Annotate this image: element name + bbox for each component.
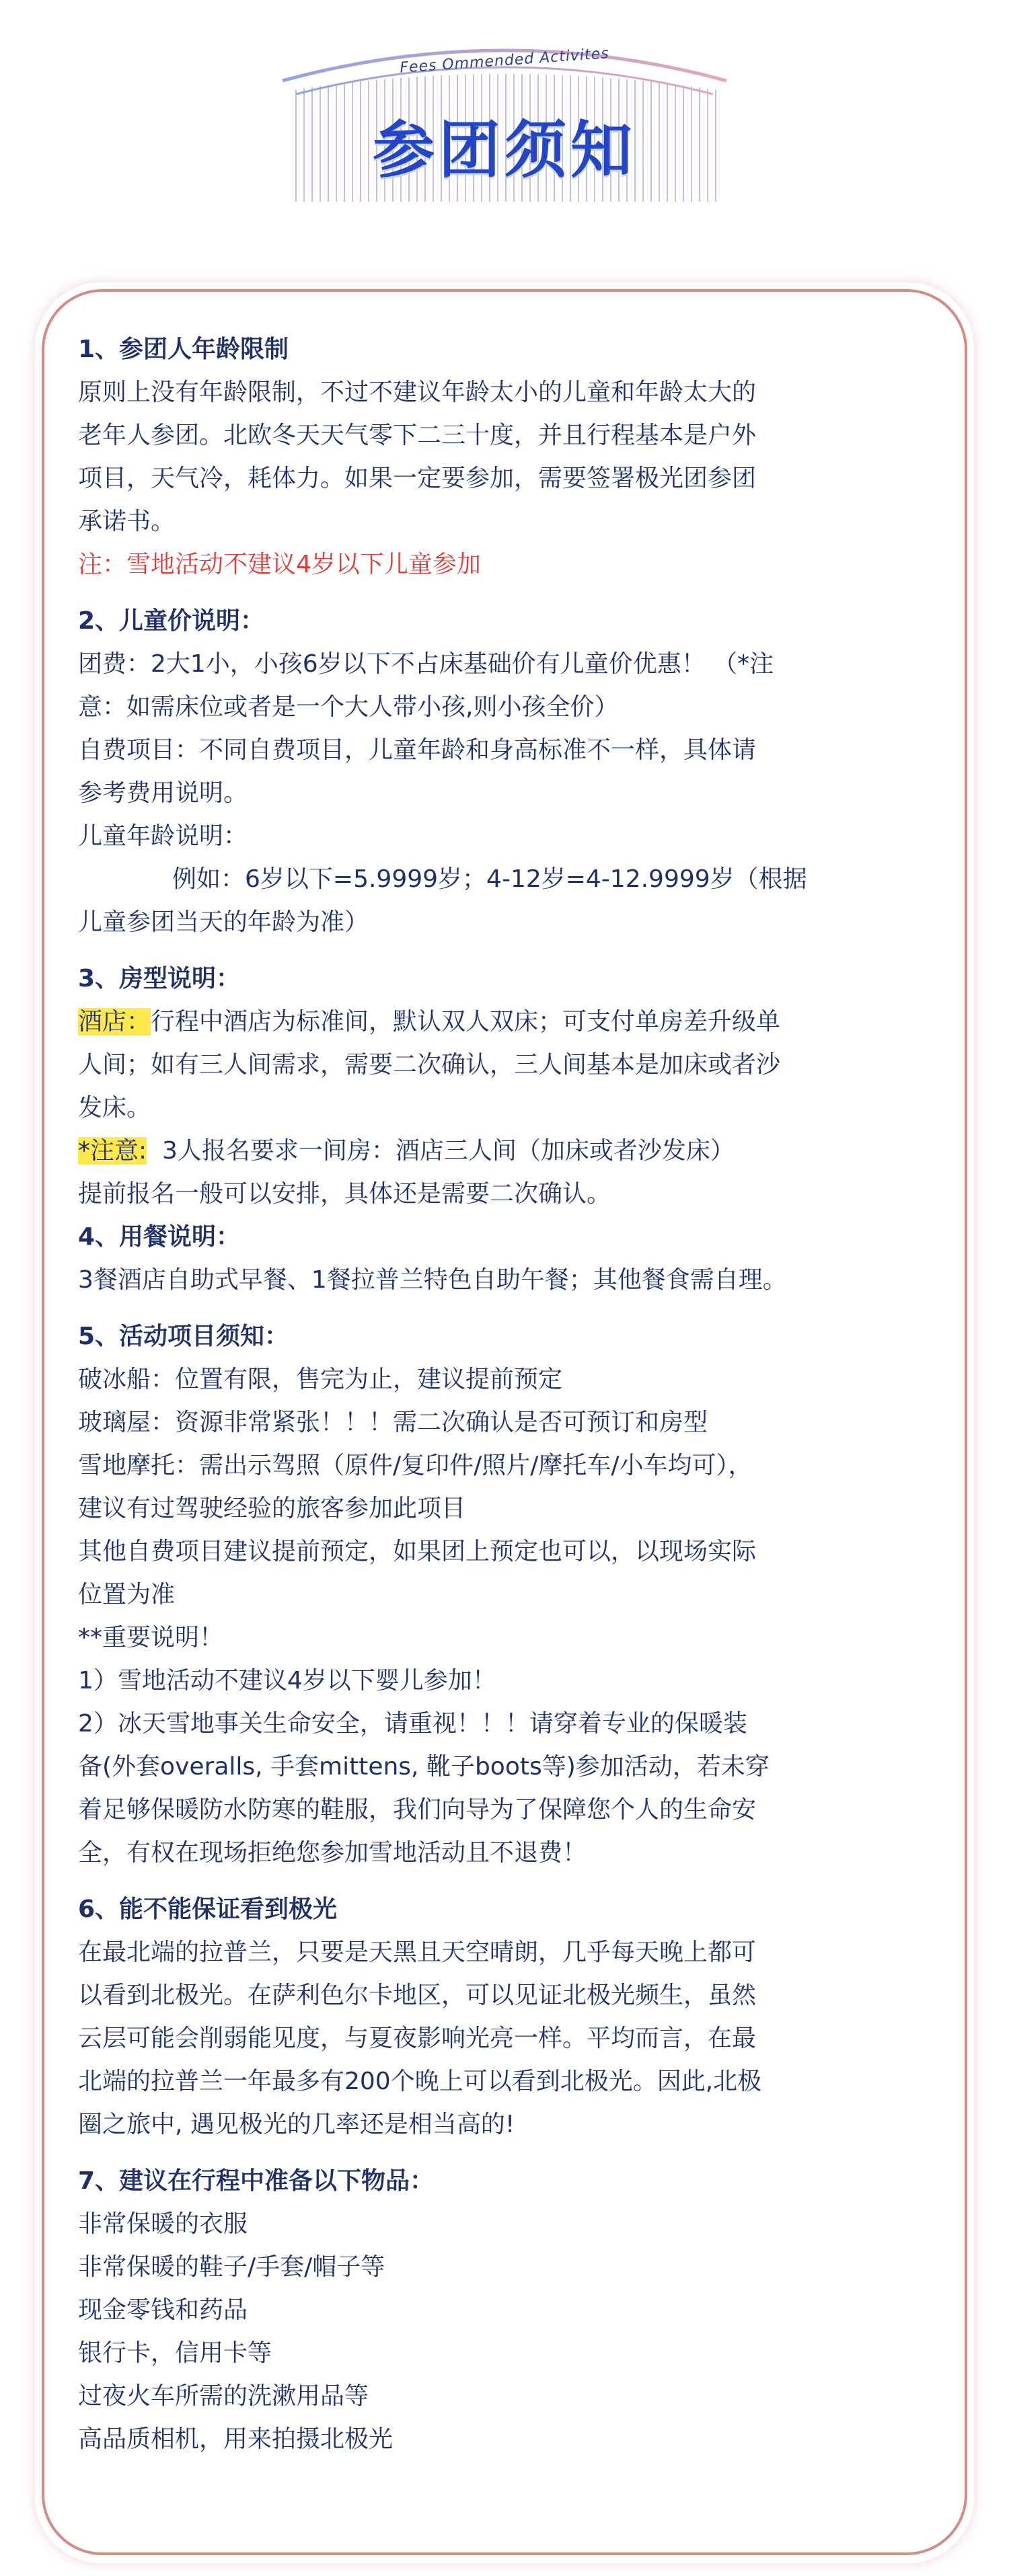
text-line: 参考费用说明。	[78, 779, 248, 807]
hotel-text: 行程中酒店为标准间，默认双人双床；可支付单房差升级单	[151, 1008, 781, 1036]
text-line: 发床。	[78, 1094, 151, 1122]
text-line: 破冰船：位置有限，售完为止，建议提前预定	[78, 1366, 563, 1393]
text-line: 雪地摩托：需出示驾照（原件/复印件/照片/摩托车/小车均可），	[78, 1452, 753, 1479]
example-line: 例如：6岁以下=5.9999岁；4-12岁=4-12.9999岁（根据	[172, 865, 807, 893]
section-meals	[78, 1216, 928, 1302]
text-line: 玻璃屋：资源非常紧张！！！需二次确认是否可预订和房型	[78, 1409, 708, 1436]
section-activities	[78, 1315, 928, 1875]
text-line: 1）雪地活动不建议4岁以下婴儿参加！	[78, 1667, 496, 1694]
section-heading: 6、能不能保证看到极光	[78, 1896, 338, 1923]
list-item: 过夜火车所需的洗漱用品等	[78, 2382, 369, 2410]
section-heading: 1、参团人年龄限制	[78, 336, 289, 363]
warning-note: 注：雪地活动不建议4岁以下儿童参加	[78, 551, 481, 578]
text-line: 人间；如有三人间需求，需要二次确认，三人间基本是加床或者沙	[78, 1051, 781, 1079]
section-heading: 3、房型说明：	[78, 965, 241, 992]
text-line: 在最北端的拉普兰，只要是天黑且天空晴朗，几乎每天晚上都可	[78, 1939, 757, 1966]
list-item: 非常保暖的鞋子/手套/帽子等	[78, 2253, 385, 2281]
list-item: 非常保暖的衣服	[78, 2210, 248, 2238]
attention-label-highlight: *注意:	[78, 1137, 147, 1165]
text-line: 备(外套overalls, 手套mittens, 靴子boots等)参加活动，若未穿	[78, 1753, 770, 1781]
section-heading: 4、用餐说明：	[78, 1223, 241, 1251]
example-line-continued: 儿童参团当天的年龄为准）	[78, 908, 369, 936]
text-line: 老年人参团。北欧冬天天气零下二三十度，并且行程基本是户外	[78, 422, 757, 449]
page-title: 参团须知	[372, 114, 636, 186]
text-line: 圈之旅中, 遇见极光的几率还是相当高的!	[78, 2111, 515, 2138]
section-heading: 7、建议在行程中准备以下物品：	[78, 2167, 435, 2195]
section-aurora-guarantee	[78, 1888, 928, 2146]
list-item: 银行卡，信用卡等	[78, 2339, 272, 2367]
text-line: 儿童年龄说明：	[78, 822, 248, 850]
header	[0, 0, 1009, 256]
text-line: 提前报名一般可以安排，具体还是需要二次确认。	[78, 1180, 611, 1208]
section-room-type	[78, 958, 928, 1216]
text-line: 全，有权在现场拒绝您参加雪地活动且不退费！	[78, 1839, 587, 1867]
text-line: 建议有过驾驶经验的旅客参加此项目	[78, 1495, 466, 1522]
section-heading: 5、活动项目须知：	[78, 1323, 289, 1350]
text-line: 2）冰天雪地事关生命安全，请重视！！！请穿着专业的保暖装	[78, 1710, 747, 1738]
section-age-limit	[78, 328, 928, 586]
text-line: 3餐酒店自助式早餐、1餐拉普兰特色自助午餐；其他餐食需自理。	[78, 1266, 787, 1294]
header-subtitle: Fees Ommended Activites	[399, 45, 610, 77]
section-packing-list	[78, 2160, 928, 2461]
text-line: 意：如需床位或者是一个大人带小孩,则小孩全价）	[78, 693, 619, 721]
hotel-label-highlight: 酒店：	[78, 1008, 151, 1036]
attention-text: 3人报名要求一间房：酒店三人间（加床或者沙发床）	[147, 1137, 735, 1165]
list-item: 高品质相机，用来拍摄北极光	[78, 2425, 394, 2453]
text-line: 原则上没有年龄限制，不过不建议年龄太小的儿童和年龄太大的	[78, 379, 757, 406]
text-line: 北端的拉普兰一年最多有200个晚上可以看到北极光。因此,北极	[78, 2068, 762, 2095]
text-line: 团费：2大1小，小孩6岁以下不占床基础价有儿童价优惠！ （*注	[78, 650, 774, 678]
text-line: 自费项目：不同自费项目，儿童年龄和身高标准不一样，具体请	[78, 736, 757, 764]
text-line	[78, 1001, 928, 1044]
list-item: 现金零钱和药品	[78, 2296, 248, 2324]
section-child-price	[78, 600, 928, 944]
text-line: 着足够保暖防水防寒的鞋服，我们向导为了保障您个人的生命安	[78, 1796, 757, 1824]
text-line: 项目，天气冷，耗体力。如果一定要参加，需要签署极光团参团	[78, 465, 757, 492]
text-line	[78, 1130, 928, 1173]
text-line: 位置为准	[78, 1581, 176, 1608]
text-line: **重要说明！	[78, 1624, 224, 1651]
text-line: 承诺书。	[78, 508, 176, 535]
section-heading: 2、儿童价说明：	[78, 607, 265, 635]
text-line: 以看到北极光。在萨利色尔卡地区，可以见证北极光频生，虽然	[78, 1982, 757, 2009]
notice-content	[78, 328, 928, 2474]
text-line: 其他自费项目建议提前预定，如果团上预定也可以，以现场实际	[78, 1538, 757, 1565]
text-line: 云层可能会削弱能见度，与夏夜影响光亮一样。平均而言，在最	[78, 2025, 757, 2052]
